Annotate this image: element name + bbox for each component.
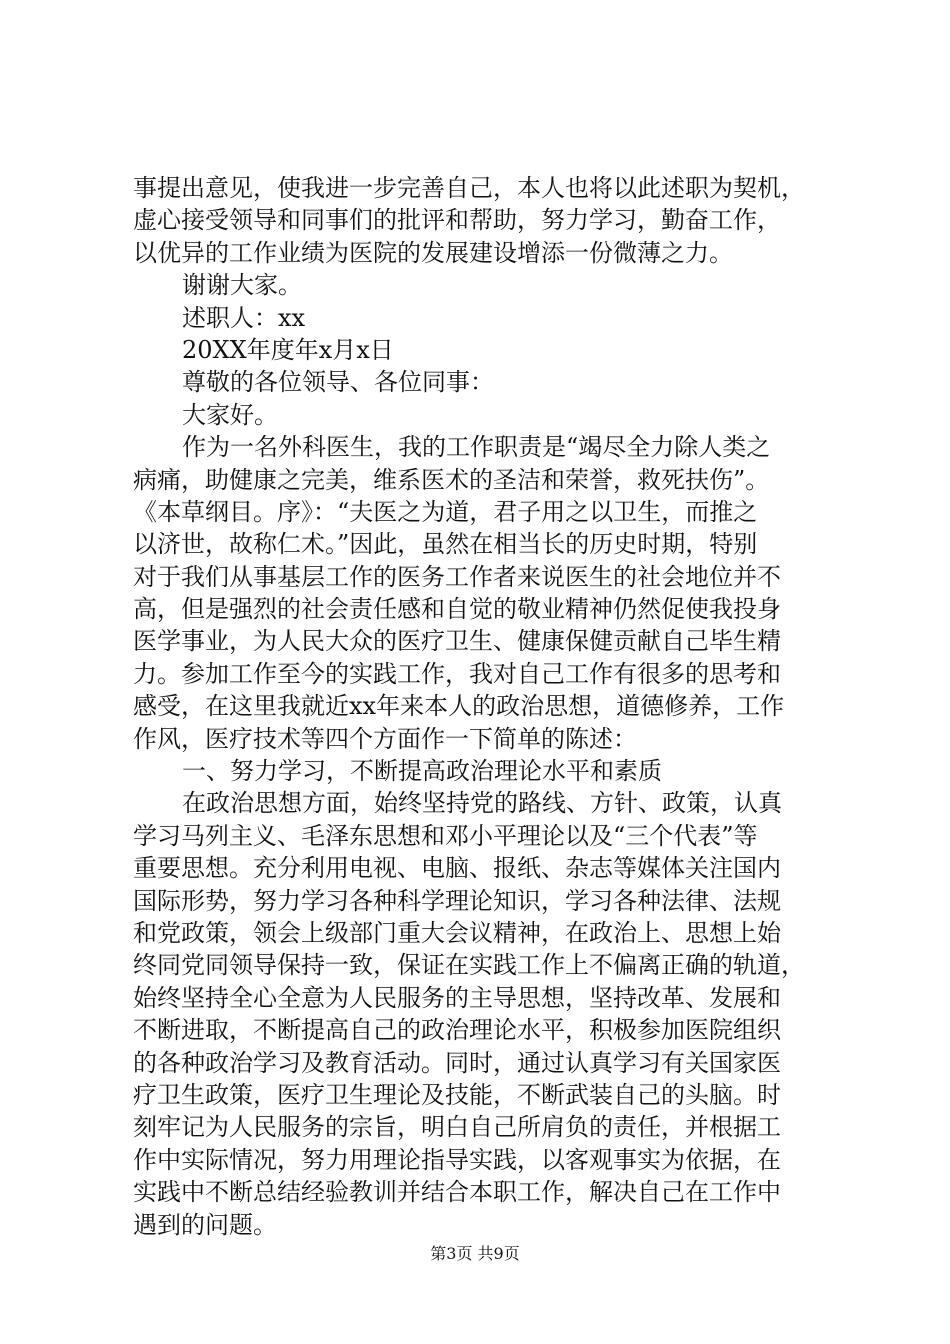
text-line: 学习马列主义、毛泽东思想和邓小平理论以及“三个代表”等 <box>133 821 758 850</box>
text-line: 大家好。 <box>182 400 278 429</box>
text-line: 作为一名外科医生，我的工作职责是“竭尽全力除人类之 <box>182 433 771 462</box>
text-line: 刻牢记为人民服务的宗旨，明白自己所肩负的责任，并根据工 <box>133 1113 781 1142</box>
text-line: 高，但是强烈的社会责任感和自觉的敬业精神仍然促使我投身 <box>133 595 781 624</box>
text-line: 病痛，助健康之完美，维系医术的圣洁和荣誉，救死扶伤”。 <box>133 465 770 494</box>
text-line: 作风，医疗技术等四个方面作一下简单的陈述： <box>133 724 637 753</box>
text-line: 疗卫生政策，医疗卫生理论及技能，不断武装自己的头脑。时 <box>133 1080 781 1109</box>
document-body <box>133 172 833 1241</box>
text-line: 对于我们从事基层工作的医务工作者来说医生的社会地位并不 <box>133 562 781 591</box>
text-line: 遇到的问题。 <box>133 1210 277 1239</box>
text-line: 述职人：xx <box>182 303 306 332</box>
text-line: 作中实际情况，努力用理论指导实践，以客观事实为依据，在 <box>133 1145 781 1174</box>
text-line: 的各种政治学习及教育活动。同时，通过认真学习有关国家医 <box>133 1048 781 1077</box>
text-line: 虚心接受领导和同事们的批评和帮助，努力学习，勤奋工作， <box>133 206 781 235</box>
text-line: 始终坚持全心全意为人民服务的主导思想，坚持改革、发展和 <box>133 983 781 1012</box>
text-line: 实践中不断总结经验教训并结合本职工作，解决自己在工作中 <box>133 1178 781 1207</box>
text-line: 尊敬的各位领导、各位同事： <box>182 368 494 397</box>
text-line: 《本草纲目。序》：“夫医之为道，君子用之以卫生，而推之 <box>133 497 758 526</box>
text-line: 20XX年度年x月x日 <box>182 335 394 364</box>
text-line: 医学事业，为人民大众的医疗卫生、健康保健贡献自己毕生精 <box>133 627 781 656</box>
text-line: 力。参加工作至今的实践工作，我对自己工作有很多的思考和 <box>133 659 781 688</box>
text-line: 国际形势，努力学习各种科学理论知识，学习各种法律、法规 <box>133 886 781 915</box>
text-line: 终同党同领导保持一致，保证在实践工作上不偏离正确的轨道， <box>133 951 805 980</box>
page-footer: 第3页 共9页 <box>430 1244 520 1263</box>
text-line: 和党政策，领会上级部门重大会议精神，在政治上、思想上始 <box>133 918 781 947</box>
text-line: 以优异的工作业绩为医院的发展建设增添一份微薄之力。 <box>133 238 733 267</box>
text-line: 感受，在这里我就近xx年来本人的政治思想，道德修养，工作 <box>133 692 785 721</box>
text-line: 以济世，故称仁术。”因此，虽然在相当长的历史时期，特别 <box>133 530 758 559</box>
text-line: 在政治思想方面，始终坚持党的路线、方针、政策，认真 <box>182 789 782 818</box>
text-line: 事提出意见，使我进一步完善自己，本人也将以此述职为契机， <box>133 174 805 202</box>
text-line: 重要思想。充分利用电视、电脑、报纸、杂志等媒体关注国内 <box>133 854 781 883</box>
text-line: 谢谢大家。 <box>182 271 302 300</box>
text-line: 不断进取，不断提高自己的政治理论水平，积极参加医院组织 <box>133 1016 781 1045</box>
text-line: 一、努力学习，不断提高政治理论水平和素质 <box>182 757 662 786</box>
